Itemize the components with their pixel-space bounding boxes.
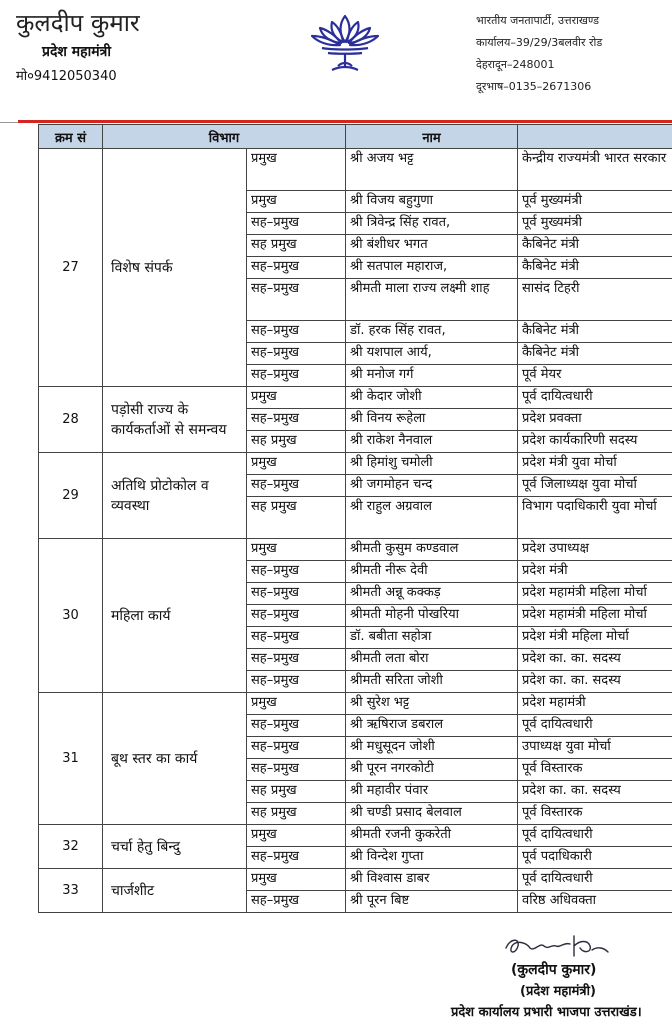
designation-cell: सासंद टिहरी	[518, 279, 672, 321]
name-cell: श्रीमती अन्नू कक्कड़	[346, 583, 518, 605]
serial-number: 27	[39, 149, 103, 387]
designation-cell: पूर्व मुख्यमंत्री	[518, 191, 672, 213]
role-cell: सह–प्रमुख	[247, 891, 346, 913]
role-cell: सह–प्रमुख	[247, 583, 346, 605]
address-line: कार्यालय–39/29/3बलवीर रोड	[476, 36, 603, 49]
role-cell: प्रमुख	[247, 453, 346, 475]
name-cell: डॉ. बबीता सहोत्रा	[346, 627, 518, 649]
name-cell: श्री जगमोहन चन्द	[346, 475, 518, 497]
designation-cell: पूर्व दायित्वधारी	[518, 825, 672, 847]
letterhead-mobile: मो०9412050340	[16, 69, 117, 84]
table-body	[39, 149, 672, 913]
name-cell: श्री विजय बहुगुणा	[346, 191, 518, 213]
department-cell: चर्चा हेतु बिन्दु	[103, 825, 247, 869]
designation-cell: प्रदेश मंत्री महिला मोर्चा	[518, 627, 672, 649]
name-cell: श्री बंशीधर भगत	[346, 235, 518, 257]
role-cell: सह–प्रमुख	[247, 847, 346, 869]
role-cell: सह–प्रमुख	[247, 715, 346, 737]
table-row	[39, 387, 672, 409]
address-line: दूरभाष–0135–2671306	[476, 80, 592, 93]
name-cell: श्री हिमांशु चमोली	[346, 453, 518, 475]
designation-cell: पूर्व जिलाध्यक्ष युवा मोर्चा	[518, 475, 672, 497]
designation-cell: प्रदेश महामंत्री	[518, 693, 672, 715]
name-cell: श्रीमती माला राज्य लक्ष्मी शाह	[346, 279, 518, 321]
department-cell: विशेष संपर्क	[103, 149, 247, 387]
signatory-name: (कुलदीप कुमार)	[511, 962, 597, 978]
designation-cell: पूर्व दायित्वधारी	[518, 387, 672, 409]
name-cell: श्रीमती सरिता जोशी	[346, 671, 518, 693]
role-cell: सह–प्रमुख	[247, 605, 346, 627]
name-cell: श्रीमती लता बोरा	[346, 649, 518, 671]
party-address	[476, 10, 602, 98]
serial-number: 31	[39, 693, 103, 825]
name-cell: श्री मधुसूदन जोशी	[346, 737, 518, 759]
name-cell: श्री सुरेश भट्ट	[346, 693, 518, 715]
designation-cell: कैबिनेट मंत्री	[518, 321, 672, 343]
name-cell: श्री पूरन बिष्ट	[346, 891, 518, 913]
table-row	[39, 539, 672, 561]
header-serial: क्रम सं	[39, 125, 103, 149]
role-cell: सह प्रमुख	[247, 803, 346, 825]
role-cell: सह–प्रमुख	[247, 671, 346, 693]
designation-cell: पूर्व दायित्वधारी	[518, 869, 672, 891]
handwritten-signature	[500, 930, 610, 962]
designation-cell: प्रदेश का. का. सदस्य	[518, 671, 672, 693]
role-cell: सह–प्रमुख	[247, 321, 346, 343]
designation-cell: उपाध्यक्ष युवा मोर्चा	[518, 737, 672, 759]
role-cell: सह–प्रमुख	[247, 627, 346, 649]
serial-number: 33	[39, 869, 103, 913]
signatory-office: प्रदेश कार्यालय प्रभारी भाजपा उत्तराखंड।	[451, 1005, 642, 1020]
designation-cell: प्रदेश मंत्री	[518, 561, 672, 583]
table-header-row	[39, 125, 672, 149]
header-department: विभाग	[103, 125, 346, 149]
table-row	[39, 149, 672, 191]
role-cell: सह–प्रमुख	[247, 409, 346, 431]
department-cell: चार्जशीट	[103, 869, 247, 913]
lotus-logo-icon	[308, 10, 382, 74]
department-cell: बूथ स्तर का कार्य	[103, 693, 247, 825]
designation-cell: पूर्व मेयर	[518, 365, 672, 387]
designation-cell: विभाग पदाधिकारी युवा मोर्चा	[518, 497, 672, 539]
designation-cell: पूर्व दायित्वधारी	[518, 715, 672, 737]
role-cell: प्रमुख	[247, 869, 346, 891]
role-cell: सह–प्रमुख	[247, 759, 346, 781]
table-row	[39, 869, 672, 891]
serial-number: 30	[39, 539, 103, 693]
header-red-rule	[18, 120, 672, 123]
role-cell: सह प्रमुख	[247, 235, 346, 257]
serial-number: 28	[39, 387, 103, 453]
role-cell: सह–प्रमुख	[247, 343, 346, 365]
name-cell: डॉ. हरक सिंह रावत,	[346, 321, 518, 343]
designation-cell: पूर्व मुख्यमंत्री	[518, 213, 672, 235]
role-cell: सह–प्रमुख	[247, 561, 346, 583]
letterhead-title: प्रदेश महामंत्री	[42, 44, 111, 60]
role-cell: सह–प्रमुख	[247, 365, 346, 387]
signatory-title: (प्रदेश महामंत्री)	[520, 984, 596, 999]
name-cell: श्रीमती मोहनी पोखरिया	[346, 605, 518, 627]
table-row	[39, 693, 672, 715]
address-line: देहरादून–248001	[476, 58, 555, 71]
role-cell: प्रमुख	[247, 693, 346, 715]
name-cell: श्री राकेश नैनवाल	[346, 431, 518, 453]
serial-number: 32	[39, 825, 103, 869]
name-cell: श्री विनय रूहेला	[346, 409, 518, 431]
role-cell: सह–प्रमुख	[247, 737, 346, 759]
designation-cell: पूर्व विस्तारक	[518, 759, 672, 781]
name-cell: श्री विश्वास डाबर	[346, 869, 518, 891]
letterhead-name: कुलदीप कुमार	[16, 9, 140, 37]
designation-cell: प्रदेश महामंत्री महिला मोर्चा	[518, 605, 672, 627]
designation-cell: वरिष्ठ अधिवक्ता	[518, 891, 672, 913]
role-cell: प्रमुख	[247, 825, 346, 847]
department-cell: पड़ोसी राज्य के कार्यकर्ताओं से समन्वय	[103, 387, 247, 453]
designation-cell: प्रदेश कार्यकारिणी सदस्य	[518, 431, 672, 453]
role-cell: सह–प्रमुख	[247, 475, 346, 497]
designation-cell: प्रदेश मंत्री युवा मोर्चा	[518, 453, 672, 475]
divider	[0, 122, 18, 123]
role-cell: सह प्रमुख	[247, 497, 346, 539]
role-cell: प्रमुख	[247, 149, 346, 191]
designation-cell: कैबिनेट मंत्री	[518, 257, 672, 279]
role-cell: सह–प्रमुख	[247, 279, 346, 321]
serial-number: 29	[39, 453, 103, 539]
designation-cell: पूर्व विस्तारक	[518, 803, 672, 825]
role-cell: सह–प्रमुख	[247, 257, 346, 279]
header-designation	[518, 125, 672, 149]
name-cell: श्री त्रिवेन्द्र सिंह रावत,	[346, 213, 518, 235]
role-cell: प्रमुख	[247, 191, 346, 213]
name-cell: श्रीमती रजनी कुकरेती	[346, 825, 518, 847]
role-cell: सह प्रमुख	[247, 431, 346, 453]
role-cell: प्रमुख	[247, 387, 346, 409]
designation-cell: प्रदेश का. का. सदस्य	[518, 649, 672, 671]
responsibility-table	[38, 124, 672, 913]
name-cell: श्री चण्डी प्रसाद बेलवाल	[346, 803, 518, 825]
role-cell: सह–प्रमुख	[247, 649, 346, 671]
header-name: नाम	[346, 125, 518, 149]
table-row	[39, 825, 672, 847]
name-cell: श्री महावीर पंवार	[346, 781, 518, 803]
designation-cell: प्रदेश का. का. सदस्य	[518, 781, 672, 803]
role-cell: प्रमुख	[247, 539, 346, 561]
designation-cell: प्रदेश उपाध्यक्ष	[518, 539, 672, 561]
designation-cell: पूर्व पदाधिकारी	[518, 847, 672, 869]
address-line: भारतीय जनतापार्टी, उत्तराखण्ड	[476, 14, 600, 27]
name-cell: श्री केदार जोशी	[346, 387, 518, 409]
name-cell: श्रीमती कुसुम कण्डवाल	[346, 539, 518, 561]
name-cell: श्री यशपाल आर्य,	[346, 343, 518, 365]
name-cell: श्रीमती नीरू देवी	[346, 561, 518, 583]
name-cell: श्री विन्देश गुप्ता	[346, 847, 518, 869]
designation-cell: कैबिनेट मंत्री	[518, 343, 672, 365]
department-cell: अतिथि प्रोटोकोल व व्यवस्था	[103, 453, 247, 539]
table-row	[39, 453, 672, 475]
name-cell: श्री सतपाल महाराज,	[346, 257, 518, 279]
role-cell: सह–प्रमुख	[247, 213, 346, 235]
name-cell: श्री मनोज गर्ग	[346, 365, 518, 387]
name-cell: श्री ऋषिराज डबराल	[346, 715, 518, 737]
designation-cell: कैबिनेट मंत्री	[518, 235, 672, 257]
department-cell: महिला कार्य	[103, 539, 247, 693]
name-cell: श्री अजय भट्ट	[346, 149, 518, 191]
name-cell: श्री राहुल अग्रवाल	[346, 497, 518, 539]
name-cell: श्री पूरन नगरकोटी	[346, 759, 518, 781]
designation-cell: प्रदेश प्रवक्ता	[518, 409, 672, 431]
role-cell: सह प्रमुख	[247, 781, 346, 803]
designation-cell: केन्द्रीय राज्यमंत्री भारत सरकार	[518, 149, 672, 191]
designation-cell: प्रदेश महामंत्री महिला मोर्चा	[518, 583, 672, 605]
